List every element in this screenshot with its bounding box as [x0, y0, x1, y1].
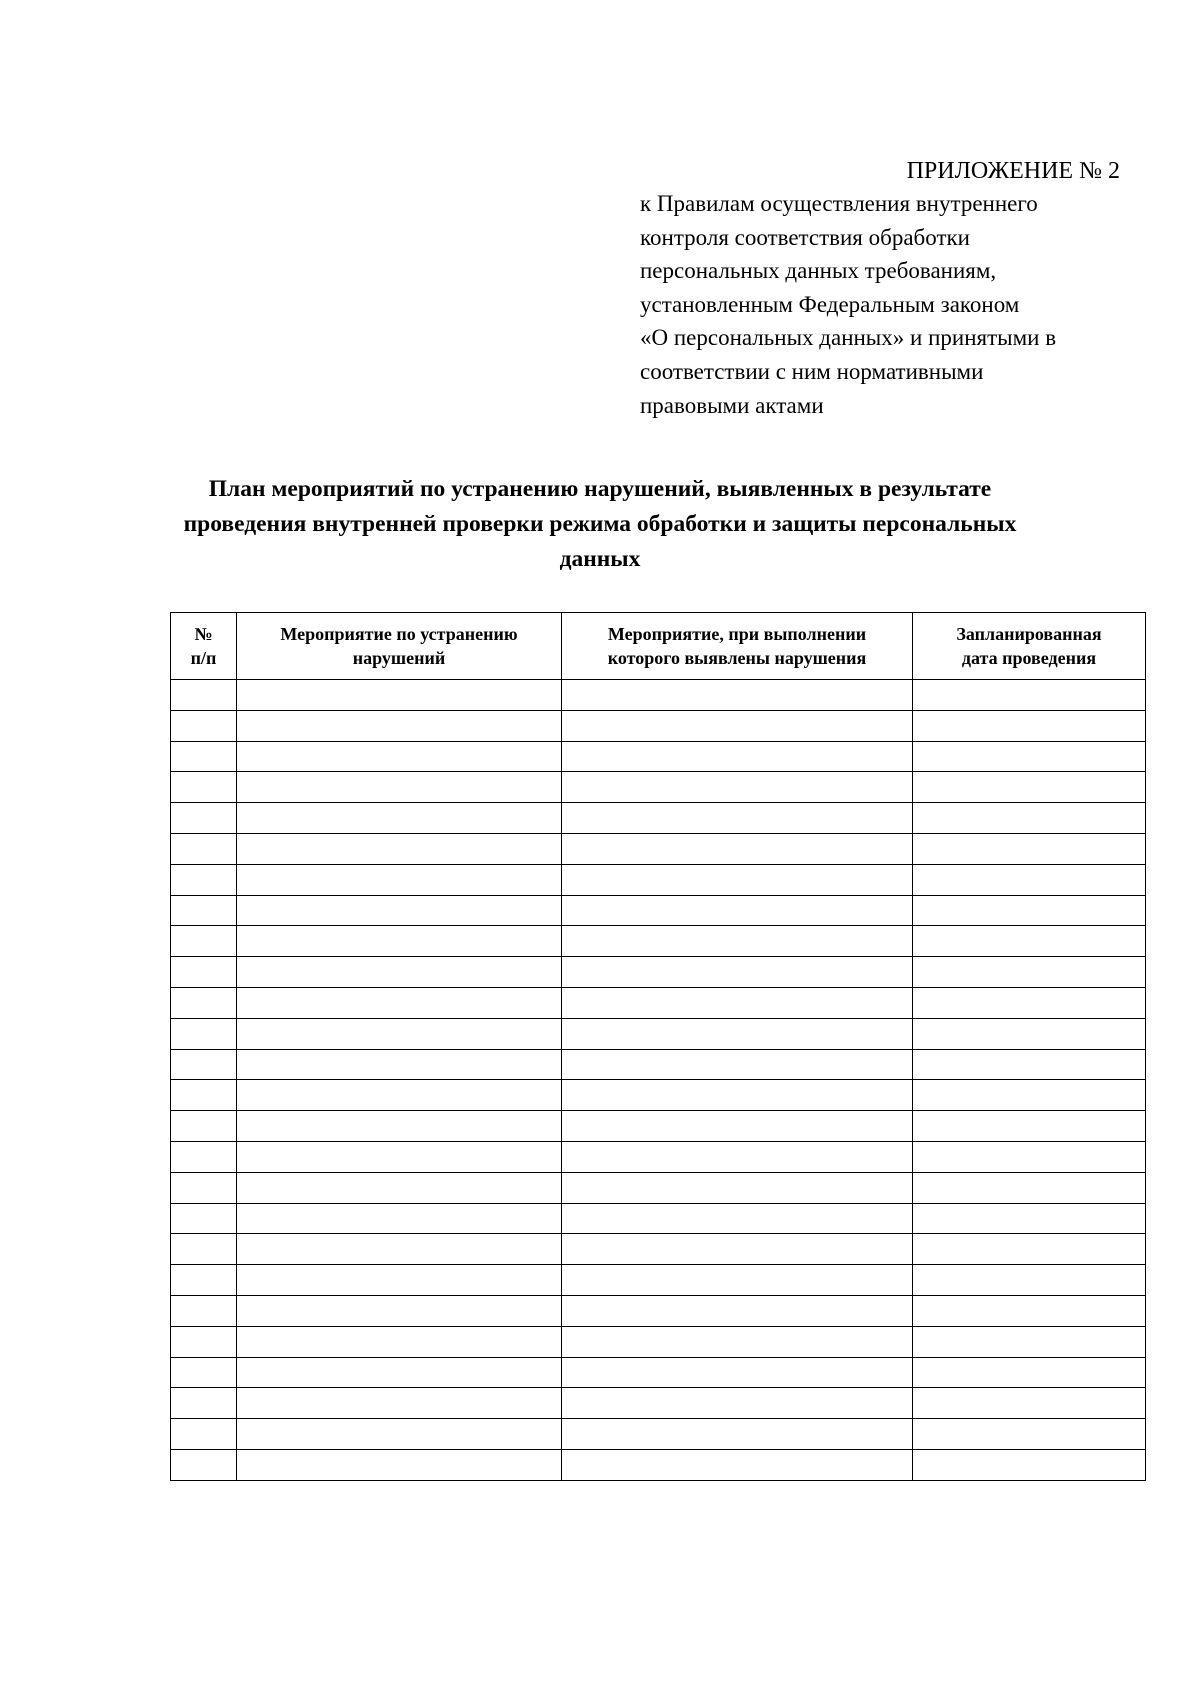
- cell-number: [171, 1357, 237, 1388]
- cell-planned-date: [913, 1265, 1146, 1296]
- cell-number: [171, 1419, 237, 1450]
- cell-planned-date: [913, 1018, 1146, 1049]
- cell-number: [171, 987, 237, 1018]
- appendix-number: ПРИЛОЖЕНИЕ № 2: [906, 158, 1120, 184]
- plan-table: [170, 612, 1146, 1481]
- table-row: [171, 710, 1146, 741]
- cell-remedy: [237, 1080, 562, 1111]
- column-header-line: Мероприятие, при выполнении: [607, 624, 867, 644]
- cell-source-activity: [562, 1388, 913, 1419]
- table-row: [171, 680, 1146, 711]
- document-title-line: План мероприятий по устранению нарушений, выявленных в результате: [208, 476, 992, 502]
- cell-planned-date: [913, 1080, 1146, 1111]
- table-row: [171, 1265, 1146, 1296]
- table-row: [171, 1049, 1146, 1080]
- cell-source-activity: [562, 987, 913, 1018]
- cell-number: [171, 1141, 237, 1172]
- cell-remedy: [237, 1234, 562, 1265]
- cell-planned-date: [913, 1111, 1146, 1142]
- cell-number: [171, 1295, 237, 1326]
- table-body: [171, 680, 1146, 1481]
- cell-number: [171, 1234, 237, 1265]
- table-row: [171, 1111, 1146, 1142]
- appendix-line: соответствии с ним нормативными: [640, 358, 984, 384]
- cell-source-activity: [562, 1449, 913, 1480]
- cell-number: [171, 1388, 237, 1419]
- cell-remedy: [237, 803, 562, 834]
- cell-number: [171, 1265, 237, 1296]
- cell-remedy: [237, 1326, 562, 1357]
- table-row: [171, 741, 1146, 772]
- cell-remedy: [237, 957, 562, 988]
- cell-number: [171, 772, 237, 803]
- cell-remedy: [237, 1419, 562, 1450]
- cell-source-activity: [562, 1234, 913, 1265]
- cell-number: [171, 1449, 237, 1480]
- column-header-line: п/п: [190, 648, 217, 668]
- cell-planned-date: [913, 1295, 1146, 1326]
- cell-remedy: [237, 895, 562, 926]
- cell-number: [171, 1326, 237, 1357]
- cell-number: [171, 926, 237, 957]
- cell-source-activity: [562, 680, 913, 711]
- cell-remedy: [237, 1172, 562, 1203]
- appendix-line: правовыми актами: [640, 392, 824, 418]
- cell-planned-date: [913, 1141, 1146, 1172]
- cell-remedy: [237, 1388, 562, 1419]
- cell-remedy: [237, 833, 562, 864]
- cell-source-activity: [562, 1265, 913, 1296]
- table-row: [171, 926, 1146, 957]
- cell-planned-date: [913, 772, 1146, 803]
- cell-number: [171, 710, 237, 741]
- cell-source-activity: [562, 895, 913, 926]
- cell-remedy: [237, 741, 562, 772]
- table-row: [171, 803, 1146, 834]
- cell-number: [171, 1080, 237, 1111]
- cell-planned-date: [913, 1326, 1146, 1357]
- cell-source-activity: [562, 1357, 913, 1388]
- cell-source-activity: [562, 741, 913, 772]
- cell-planned-date: [913, 957, 1146, 988]
- cell-planned-date: [913, 1049, 1146, 1080]
- cell-planned-date: [913, 1234, 1146, 1265]
- cell-number: [171, 1172, 237, 1203]
- table-row: [171, 957, 1146, 988]
- table-row: [171, 1141, 1146, 1172]
- cell-planned-date: [913, 710, 1146, 741]
- cell-number: [171, 864, 237, 895]
- table-row: [171, 1419, 1146, 1450]
- cell-source-activity: [562, 1295, 913, 1326]
- cell-number: [171, 803, 237, 834]
- column-header-line: дата проведения: [961, 648, 1097, 668]
- cell-source-activity: [562, 1326, 913, 1357]
- appendix-line: контроля соответствия обработки: [640, 224, 970, 250]
- cell-number: [171, 1203, 237, 1234]
- cell-source-activity: [562, 1049, 913, 1080]
- cell-number: [171, 1018, 237, 1049]
- table-row: [171, 833, 1146, 864]
- cell-planned-date: [913, 833, 1146, 864]
- cell-source-activity: [562, 803, 913, 834]
- column-header-source-activity: [562, 613, 913, 680]
- cell-source-activity: [562, 1018, 913, 1049]
- cell-source-activity: [562, 710, 913, 741]
- cell-planned-date: [913, 864, 1146, 895]
- cell-remedy: [237, 1203, 562, 1234]
- table-row: [171, 1080, 1146, 1111]
- cell-number: [171, 1049, 237, 1080]
- column-header-line: Мероприятие по устранению: [280, 624, 518, 644]
- cell-remedy: [237, 1049, 562, 1080]
- cell-planned-date: [913, 1203, 1146, 1234]
- appendix-line: персональных данных требованиям,: [640, 258, 997, 284]
- cell-remedy: [237, 1357, 562, 1388]
- column-header-planned-date: [913, 613, 1146, 680]
- cell-source-activity: [562, 864, 913, 895]
- cell-number: [171, 741, 237, 772]
- table-row: [171, 772, 1146, 803]
- cell-remedy: [237, 1111, 562, 1142]
- cell-planned-date: [913, 1419, 1146, 1450]
- cell-source-activity: [562, 957, 913, 988]
- cell-remedy: [237, 1449, 562, 1480]
- cell-source-activity: [562, 1141, 913, 1172]
- cell-remedy: [237, 680, 562, 711]
- cell-remedy: [237, 926, 562, 957]
- cell-remedy: [237, 1141, 562, 1172]
- table-row: [171, 1449, 1146, 1480]
- cell-number: [171, 680, 237, 711]
- cell-source-activity: [562, 1080, 913, 1111]
- cell-source-activity: [562, 1111, 913, 1142]
- cell-planned-date: [913, 1172, 1146, 1203]
- cell-source-activity: [562, 772, 913, 803]
- cell-number: [171, 833, 237, 864]
- column-header-line: нарушений: [352, 648, 446, 668]
- cell-number: [171, 895, 237, 926]
- table-row: [171, 1357, 1146, 1388]
- table-row: [171, 1326, 1146, 1357]
- table-row: [171, 1295, 1146, 1326]
- table-row: [171, 1203, 1146, 1234]
- column-header-number: [171, 613, 237, 680]
- table-header-row: [171, 613, 1146, 680]
- appendix-line: установленным Федеральным законом: [640, 291, 1020, 317]
- document-title-line: данных: [559, 546, 641, 572]
- cell-planned-date: [913, 895, 1146, 926]
- table-row: [171, 1388, 1146, 1419]
- cell-source-activity: [562, 1172, 913, 1203]
- cell-source-activity: [562, 833, 913, 864]
- document-title-line: проведения внутренней проверки режима обработки и защиты персональных: [183, 511, 1017, 537]
- cell-planned-date: [913, 741, 1146, 772]
- column-header-line: которого выявлены нарушения: [607, 648, 867, 668]
- cell-remedy: [237, 772, 562, 803]
- cell-planned-date: [913, 1357, 1146, 1388]
- cell-remedy: [237, 1018, 562, 1049]
- cell-remedy: [237, 987, 562, 1018]
- cell-remedy: [237, 1295, 562, 1326]
- cell-remedy: [237, 1265, 562, 1296]
- table-row: [171, 1234, 1146, 1265]
- cell-number: [171, 957, 237, 988]
- cell-planned-date: [913, 1449, 1146, 1480]
- table-row: [171, 864, 1146, 895]
- table-row: [171, 895, 1146, 926]
- appendix-line: к Правилам осуществления внутреннего: [640, 191, 1038, 216]
- cell-source-activity: [562, 926, 913, 957]
- table-row: [171, 987, 1146, 1018]
- cell-planned-date: [913, 1388, 1146, 1419]
- cell-number: [171, 1111, 237, 1142]
- cell-planned-date: [913, 680, 1146, 711]
- cell-planned-date: [913, 926, 1146, 957]
- cell-remedy: [237, 710, 562, 741]
- cell-planned-date: [913, 987, 1146, 1018]
- cell-source-activity: [562, 1203, 913, 1234]
- document-title: [150, 472, 1050, 577]
- column-header-line: Запланированная: [956, 624, 1102, 644]
- cell-planned-date: [913, 803, 1146, 834]
- column-header-remedy: [237, 613, 562, 680]
- appendix-line: «О персональных данных» и принятыми в: [640, 325, 1057, 351]
- appendix-block: [640, 155, 1160, 422]
- table-row: [171, 1018, 1146, 1049]
- cell-source-activity: [562, 1419, 913, 1450]
- column-header-line: №: [194, 624, 213, 644]
- cell-remedy: [237, 864, 562, 895]
- appendix-reference: [640, 187, 1160, 422]
- table-row: [171, 1172, 1146, 1203]
